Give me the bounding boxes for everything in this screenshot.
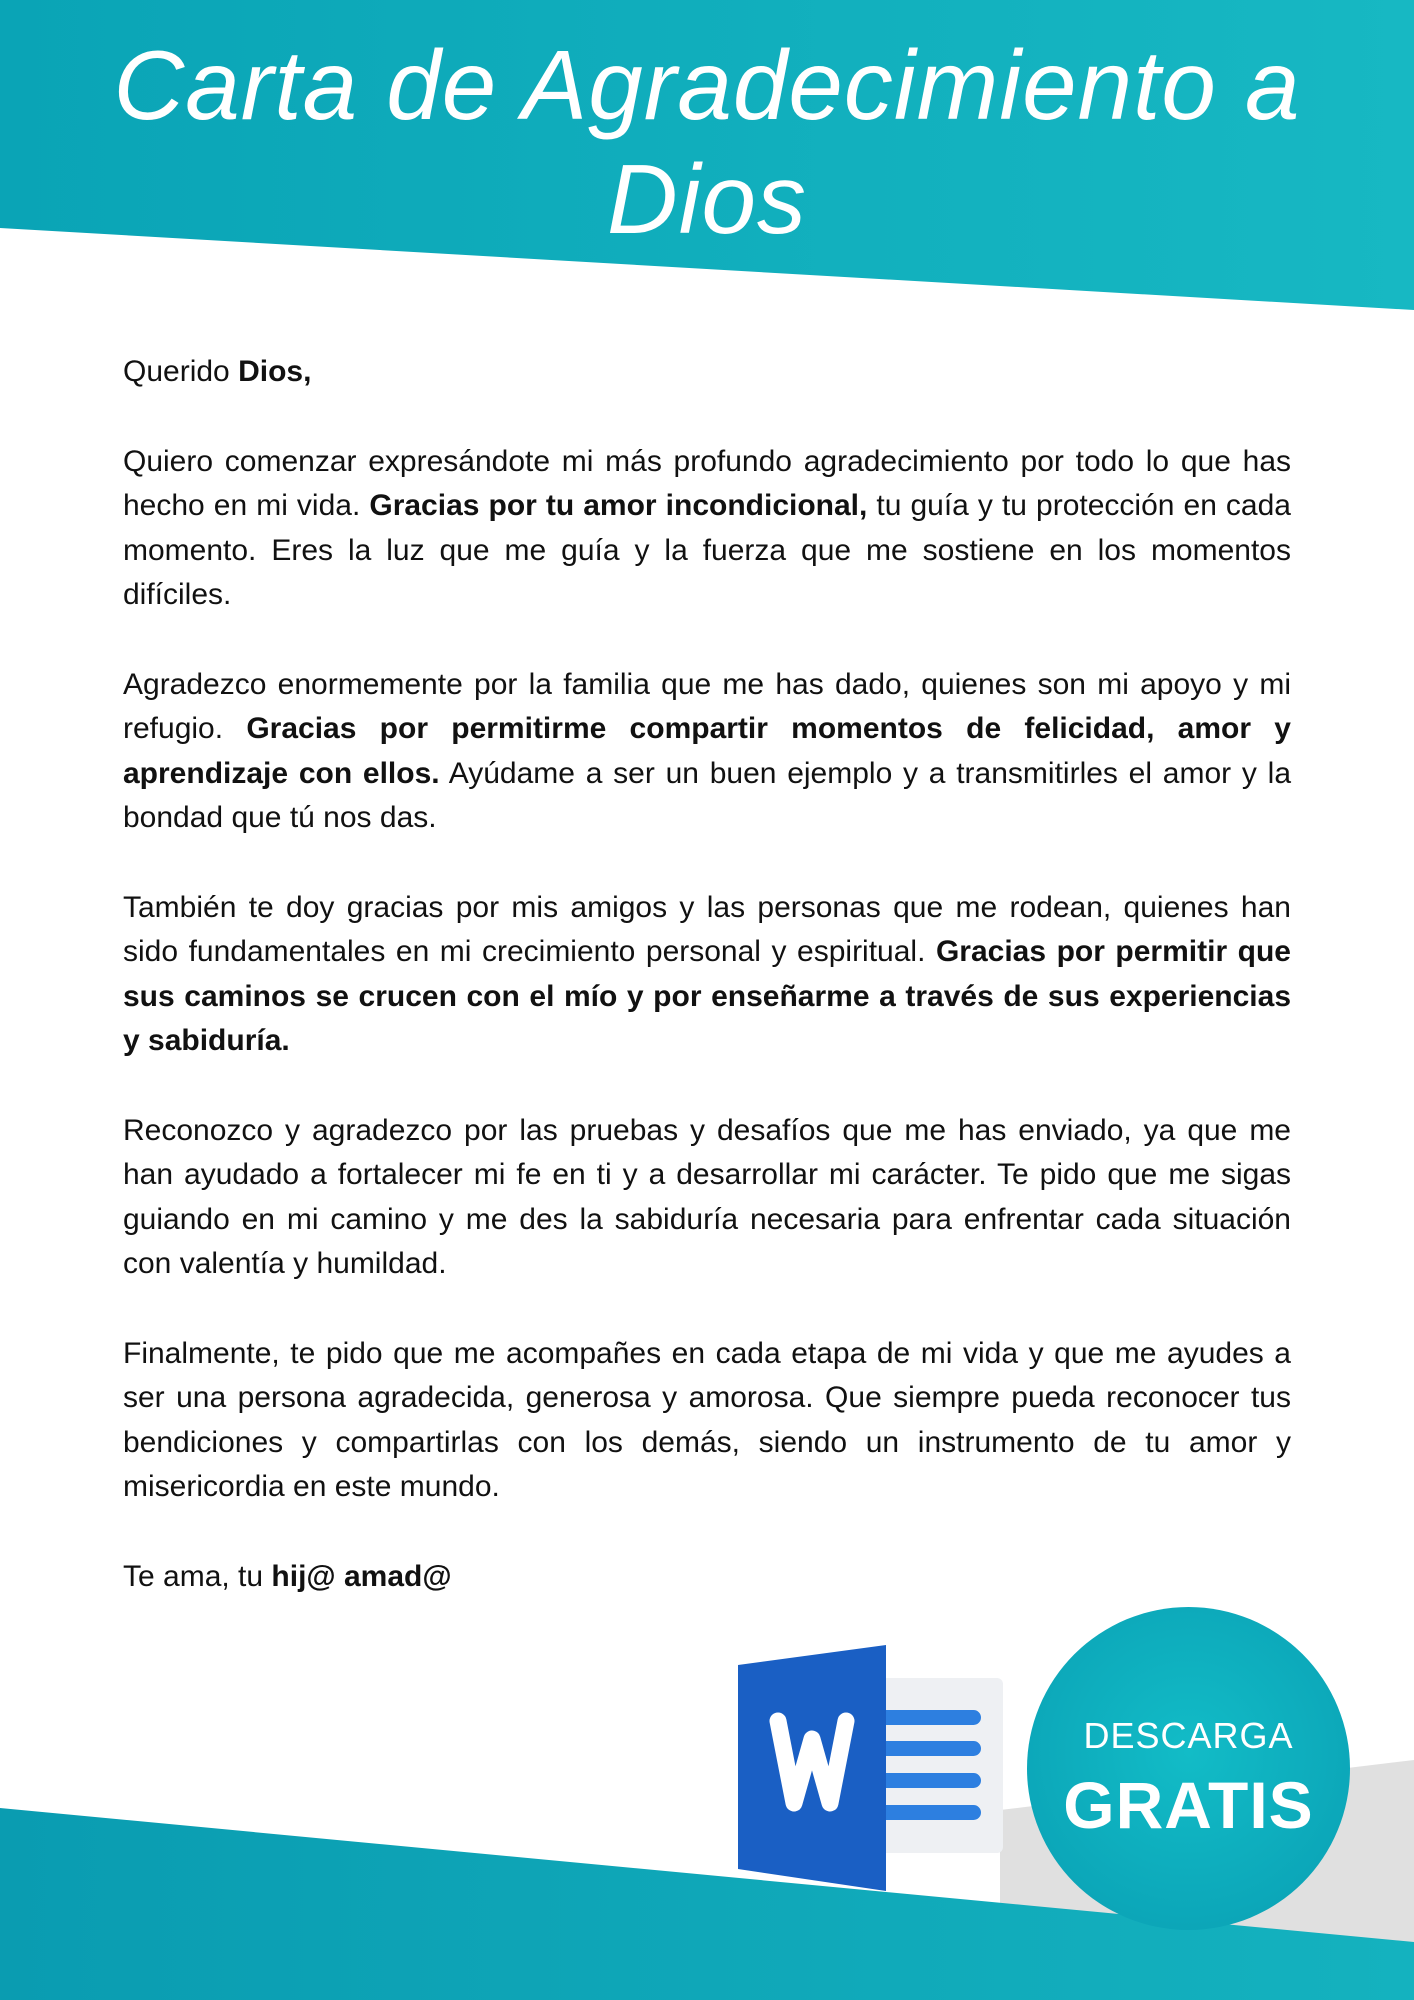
badge-line-1: DESCARGA [1083, 1715, 1294, 1756]
page-title: Carta de Agradecimiento a Dios [113, 30, 1301, 254]
download-badge[interactable] [1027, 1607, 1350, 1930]
paragraph-3: También te doy gracias por mis amigos y las personas que me rodean, quienes han sido fundamentales en mi crecimiento personal y espiritual. Gracias por permitir que sus caminos se crucen con el mío y por enseñarme a través de sus experiencias y sabiduría. [123, 890, 1291, 1057]
closing: Te ama, tu hij@ amad@ [123, 1559, 452, 1593]
paragraph-1: Quiero comenzar expresándote mi más profundo agradecimiento por todo lo que has hecho en mi vida. Gracias por tu amor incondicional, tu guía y tu protección en cada momento. Eres la luz que me guía y la fuerza que me sostiene en los momentos difíciles. [123, 444, 1291, 611]
paragraph-4: Reconozco y agradezco por las pruebas y desafíos que me has enviado, ya que me han ayudado a fortalecer mi fe en ti y a desarrollar mi carácter. Te pido que me sigas guiando en mi camino y me des la sabiduría necesaria para enfrentar cada situación con valentía y humildad. [123, 1113, 1291, 1280]
letter-body [123, 350, 1291, 1644]
badge-line-2: GRATIS [1063, 1768, 1314, 1842]
paragraph-2: Agradezco enormemente por la familia que me has dado, quienes son mi apoyo y mi refugio. Gracias por permitirme compartir momentos de felicidad, amor y aprendizaje con ellos. Ayúdame a ser un buen ejemplo y a transmitirles el amor y la bondad que tú nos das. [123, 667, 1292, 834]
greeting: Querido Dios, [123, 355, 312, 388]
paragraph-5: Finalmente, te pido que me acompañes en cada etapa de mi vida y que me ayudes a ser una persona agradecida, generosa y amorosa. Que siempre pueda reconocer tus bendiciones y compartirlas con los demás, siendo un instrumento de tu amor y misericordia en este mundo. [123, 1336, 1291, 1503]
word-icon[interactable] [736, 1643, 1006, 1893]
